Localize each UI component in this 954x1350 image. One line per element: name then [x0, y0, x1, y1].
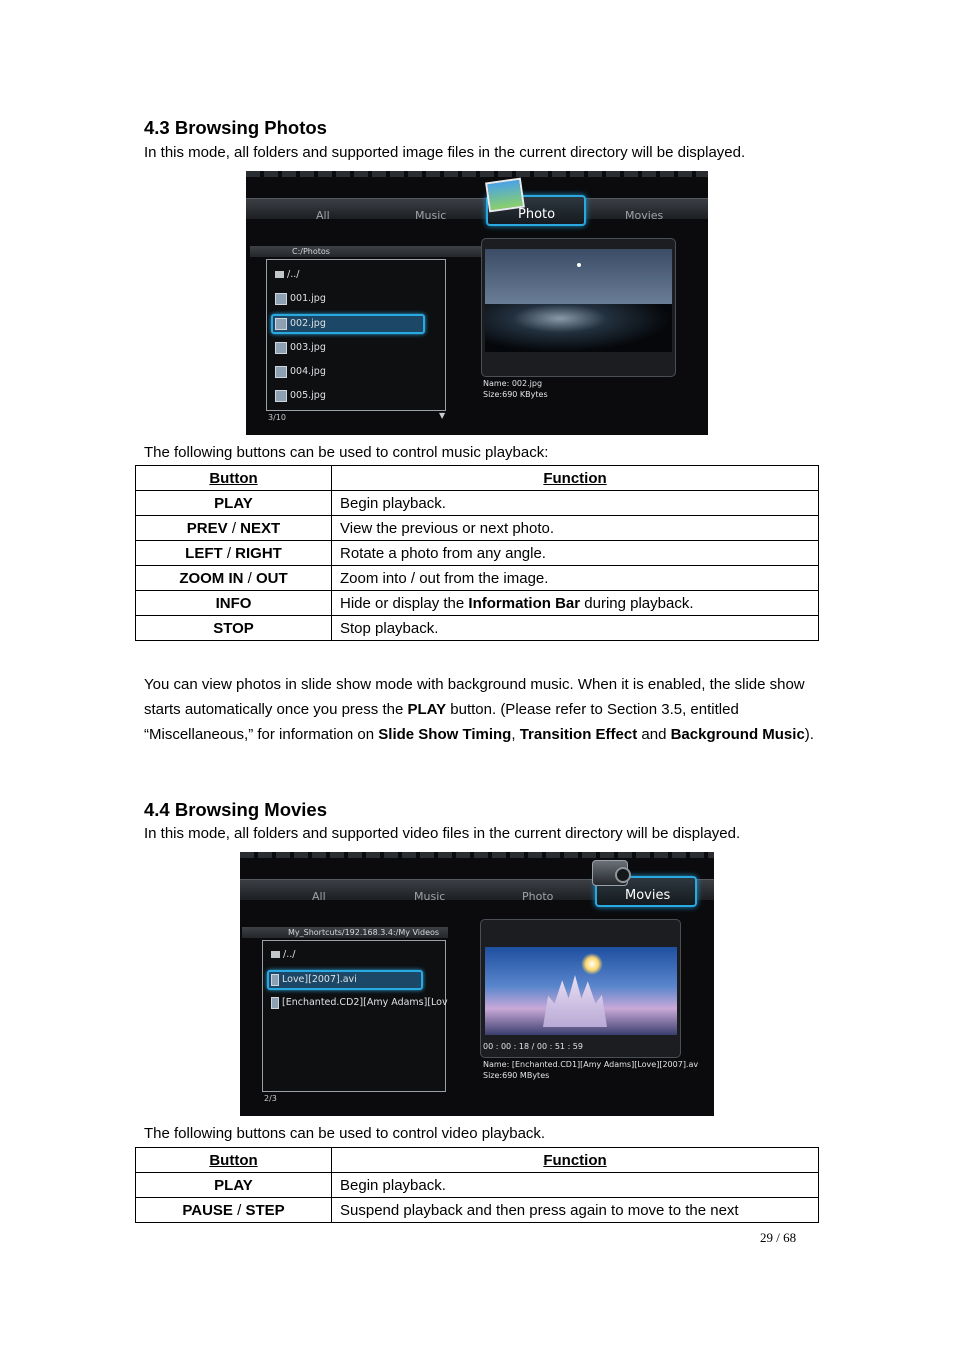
button-function: Begin playback. — [332, 491, 819, 516]
tab-movies-label: Movies — [625, 888, 671, 903]
movie-preview-panel — [480, 919, 681, 1058]
list-item-selected: Love][2007].avi — [267, 970, 423, 990]
video-file-icon — [271, 974, 279, 986]
item-counter: 2/3 — [264, 1094, 277, 1103]
table-header-row — [136, 466, 819, 491]
button-key: PAUSE / STEP — [136, 1198, 332, 1223]
top-decor-stripe — [240, 852, 714, 858]
button-function: Rotate a photo from any angle. — [332, 541, 819, 566]
image-file-icon — [275, 366, 287, 378]
slideshow-paragraph: You can view photos in slide show mode with background music. When it is enabled, the slide show starts automatically once you press the PLAY button. (Please refer to Section 3.5, entitled “Miscellaneous,” for information on Slide Show Timing, Transition Effect and Background Music). — [144, 676, 814, 743]
button-key: STOP — [136, 616, 332, 641]
list-item: 003.jpg — [275, 340, 326, 356]
photo-app-icon — [485, 178, 525, 213]
table-row — [136, 516, 819, 541]
file-list — [266, 259, 446, 411]
col-header-function: Function — [332, 466, 819, 491]
top-decor-stripe — [246, 171, 708, 177]
fireworks — [581, 953, 603, 975]
list-item-selected: 002.jpg — [271, 314, 425, 334]
video-camera-icon — [592, 860, 628, 886]
photo-preview-panel — [481, 238, 676, 377]
table-row — [136, 591, 819, 616]
table-row — [136, 1198, 819, 1223]
table-header-row — [136, 1148, 819, 1173]
list-item-parent: /../ — [275, 267, 299, 283]
folder-icon — [275, 271, 284, 278]
info-name: Name: 002.jpg — [483, 379, 543, 388]
tab-photo-label: Photo — [518, 207, 556, 222]
button-key: INFO — [136, 591, 332, 616]
button-key: PLAY — [136, 1173, 332, 1198]
section-heading-movies: 4.4 Browsing Movies — [144, 799, 327, 820]
list-item: [Enchanted.CD2][Amy Adams][Lov — [271, 995, 431, 1011]
info-size: Size:690 MBytes — [483, 1071, 550, 1080]
section-heading-photos: 4.3 Browsing Photos — [144, 117, 327, 138]
path-bar: C:/Photos — [250, 246, 488, 257]
castle-silhouette — [543, 975, 607, 1027]
table-row — [136, 1173, 819, 1198]
timecode: 00 : 00 : 18 / 00 : 51 : 59 — [483, 1042, 583, 1051]
image-file-icon — [275, 390, 287, 402]
list-item: 005.jpg — [275, 388, 326, 404]
video-file-icon — [271, 997, 279, 1009]
table-row — [136, 566, 819, 591]
tab-movies: Movies — [625, 209, 664, 222]
info-name: Name: [Enchanted.CD1][Amy Adams][Love][2007].av — [483, 1060, 699, 1069]
folder-icon — [271, 951, 280, 958]
tab-all: All — [316, 209, 330, 222]
col-header-button: Button — [136, 466, 332, 491]
item-counter: 3/10 — [268, 413, 286, 422]
table-row — [136, 541, 819, 566]
video-controls-table — [135, 1147, 819, 1223]
tab-music: Music — [414, 890, 446, 903]
tab-music: Music — [415, 209, 447, 222]
photo-controls-table — [135, 465, 819, 641]
button-function: Begin playback. — [332, 1173, 819, 1198]
table-row — [136, 616, 819, 641]
button-key: PLAY — [136, 491, 332, 516]
info-size: Size:690 KBytes — [483, 390, 548, 399]
col-header-function: Function — [332, 1148, 819, 1173]
camera-lens — [615, 867, 631, 883]
col-header-button: Button — [136, 1148, 332, 1173]
table-caption-photos: The following buttons can be used to control music playback: — [144, 444, 549, 461]
button-key: ZOOM IN / OUT — [136, 566, 332, 591]
preview-thumbnail — [485, 249, 672, 352]
button-function: Zoom into / out from the image. — [332, 566, 819, 591]
list-item: 001.jpg — [275, 291, 326, 307]
table-caption-movies: The following buttons can be used to control video playback. — [144, 1125, 546, 1142]
image-file-icon — [275, 318, 287, 330]
tab-photo: Photo — [522, 890, 554, 903]
section-intro-photos: In this mode, all folders and supported image files in the current directory will be displayed. — [144, 144, 746, 161]
page-number: 29 / 68 — [760, 1230, 797, 1245]
list-item: 004.jpg — [275, 364, 326, 380]
button-function: Stop playback. — [332, 616, 819, 641]
movie-browser-screenshot — [240, 852, 714, 1116]
image-file-icon — [275, 293, 287, 305]
table-row — [136, 491, 819, 516]
file-list — [262, 940, 446, 1092]
scroll-down-icon: ▼ — [439, 411, 446, 420]
section-intro-movies: In this mode, all folders and supported video files in the current directory will be displayed. — [144, 825, 741, 842]
tab-all: All — [312, 890, 326, 903]
path-bar: My_Shortcuts/192.168.3.4:/My Videos — [242, 927, 448, 938]
list-item-parent: /../ — [271, 947, 295, 963]
city-skyline — [485, 304, 672, 352]
moon-dot — [577, 263, 581, 267]
button-function: Hide or display the Information Bar during playback. — [332, 591, 819, 616]
photo-browser-screenshot — [246, 171, 708, 435]
button-function: View the previous or next photo. — [332, 516, 819, 541]
button-key: LEFT / RIGHT — [136, 541, 332, 566]
preview-thumbnail — [485, 947, 677, 1035]
button-function: Suspend playback and then press again to move to the next — [332, 1198, 819, 1223]
image-file-icon — [275, 342, 287, 354]
button-key: PREV / NEXT — [136, 516, 332, 541]
